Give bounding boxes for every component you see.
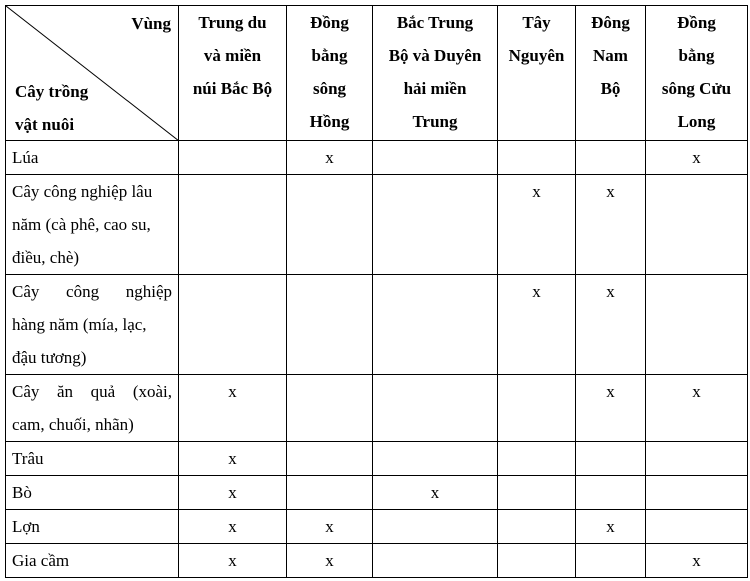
table-cell <box>373 510 498 544</box>
table-row <box>6 141 748 175</box>
table-row <box>6 375 748 442</box>
table-cell <box>287 476 373 510</box>
table-row <box>6 544 748 578</box>
region-header-tay-nguyen: Tây Nguyên <box>498 6 576 141</box>
region-header-dong-nam-bo: Đông Nam Bộ <box>576 6 646 141</box>
table-cell <box>576 544 646 578</box>
table-cell <box>576 476 646 510</box>
table-cell <box>287 375 373 442</box>
table-cell: x <box>179 510 287 544</box>
row-label: Lợn <box>6 510 179 544</box>
table-cell <box>498 141 576 175</box>
region-header-dong-bang-song-hong: Đồng bằng sông Hồng <box>287 6 373 141</box>
table-cell: x <box>287 141 373 175</box>
table-row <box>6 510 748 544</box>
table-cell <box>498 544 576 578</box>
table-cell: x <box>287 510 373 544</box>
table-row <box>6 175 748 275</box>
table-cell: x <box>179 375 287 442</box>
table-cell <box>498 442 576 476</box>
region-header-trung-du: Trung du và miền núi Bắc Bộ <box>179 6 287 141</box>
table-cell <box>576 442 646 476</box>
table-cell <box>373 375 498 442</box>
table-cell: x <box>576 375 646 442</box>
row-label: Cây công nghiệp lâu năm (cà phê, cao su, điều, chè) <box>6 175 179 275</box>
row-label: Cây ăn quả (xoài, cam, chuối, nhãn) <box>6 375 179 442</box>
table-cell <box>179 141 287 175</box>
table-row <box>6 275 748 375</box>
table-cell <box>373 442 498 476</box>
table-row <box>6 476 748 510</box>
row-label: Trâu <box>6 442 179 476</box>
row-label: Gia cầm <box>6 544 179 578</box>
table-cell: x <box>287 544 373 578</box>
table-cell: x <box>576 275 646 375</box>
table-cell: x <box>646 544 748 578</box>
table-cell: x <box>498 175 576 275</box>
table-row <box>6 442 748 476</box>
table-cell <box>373 275 498 375</box>
table-cell: x <box>576 510 646 544</box>
table-cell <box>373 544 498 578</box>
table-cell: x <box>576 175 646 275</box>
table-cell <box>498 476 576 510</box>
table-cell: x <box>646 141 748 175</box>
region-header-bac-trung-bo: Bắc Trung Bộ và Duyên hải miền Trung <box>373 6 498 141</box>
table-cell <box>373 175 498 275</box>
corner-header-cell <box>6 6 179 141</box>
table-cell: x <box>179 476 287 510</box>
table-cell: x <box>179 442 287 476</box>
table-cell <box>646 175 748 275</box>
table-cell: x <box>179 544 287 578</box>
table-cell <box>646 275 748 375</box>
table-cell <box>179 175 287 275</box>
table-cell <box>498 510 576 544</box>
table-cell <box>179 275 287 375</box>
table-cell <box>646 510 748 544</box>
table-cell <box>373 141 498 175</box>
region-axis-label: Vùng <box>131 14 171 33</box>
table-cell: x <box>373 476 498 510</box>
row-label: Lúa <box>6 141 179 175</box>
crop-livestock-region-table <box>5 5 748 578</box>
table-cell <box>287 275 373 375</box>
table-cell <box>646 442 748 476</box>
table-cell <box>287 442 373 476</box>
crop-axis-label: Cây trồng vật nuôi <box>15 82 89 134</box>
table-cell: x <box>646 375 748 442</box>
row-label: Cây công nghiệp hàng năm (mía, lạc, đậu tương) <box>6 275 179 375</box>
row-label: Bò <box>6 476 179 510</box>
table-cell <box>287 175 373 275</box>
table-cell <box>646 476 748 510</box>
table-cell <box>498 375 576 442</box>
region-header-dong-bang-song-cuu-long: Đồng bằng sông Cửu Long <box>646 6 748 141</box>
table-cell: x <box>498 275 576 375</box>
table-cell <box>576 141 646 175</box>
